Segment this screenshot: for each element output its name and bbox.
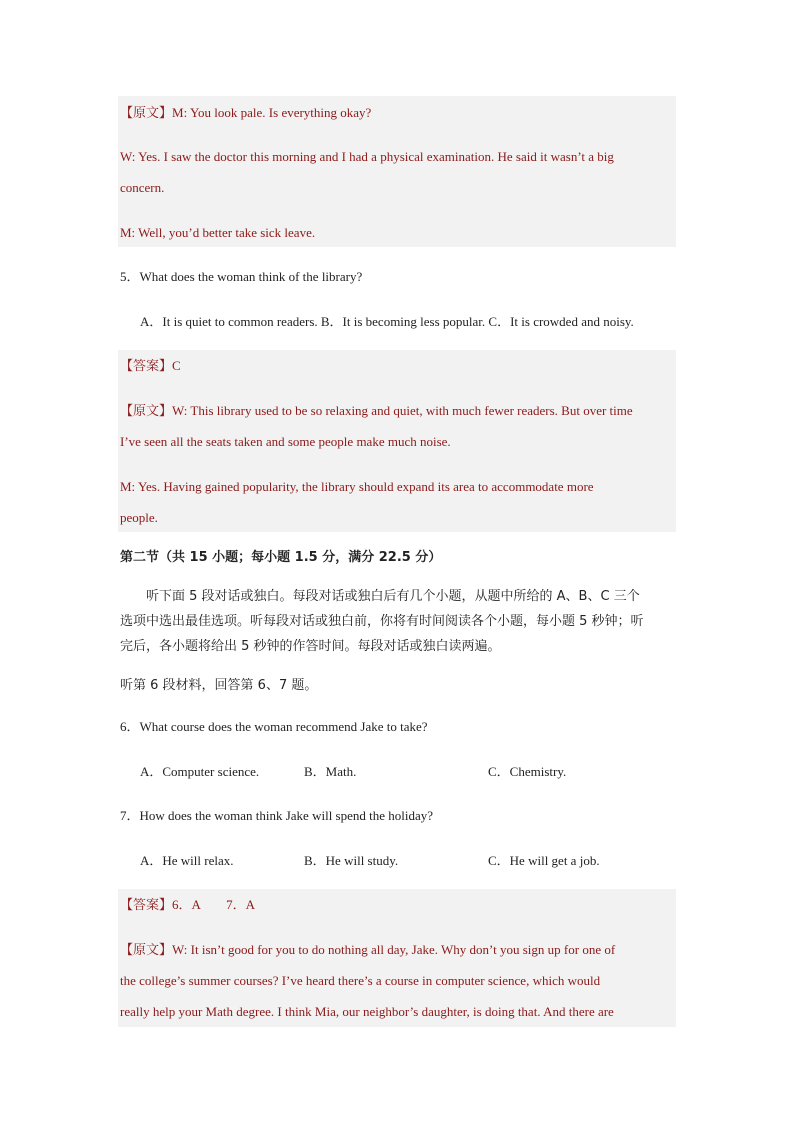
question-7-option-b: B．He will study.: [304, 853, 399, 868]
question-6: 6．What course does the woman recommend Jake to take?: [120, 719, 428, 734]
question-6-option-c: C．Chemistry.: [488, 764, 567, 779]
question-6-option-b: B．Math.: [304, 764, 357, 779]
instructions-line-2: 选项中选出最佳选项。听每段对话或独白前，你将有时间阅读各个小题，每小题 5 秒钟；听: [120, 614, 644, 629]
question-5: 5．What does the woman think of the library?: [120, 269, 363, 284]
section-2-heading: 第二节（共 15 小题；每小题 1.5 分，满分 22.5 分）: [120, 550, 442, 565]
transcript-1-line-2: W: Yes. I saw the doctor this morning and I had a physical examination. He said it wasn’t a big: [120, 149, 614, 164]
yuanwen-tag: 【原文】: [120, 106, 173, 121]
transcript-1-line-3: concern.: [120, 180, 165, 195]
question-6-option-a: A．Computer science.: [140, 764, 260, 779]
transcript-1-line-1: 【原文】M: You look pale. Is everything okay?: [120, 105, 372, 121]
yuanwen-tag: 【原文】: [120, 404, 173, 419]
answer-6-7: 【答案】6．A 7．A: [120, 897, 256, 913]
question-5-options: A．It is quiet to common readers. B．It is becoming less popular. C．It is crowded and noisy.: [140, 314, 634, 329]
question-7-option-a: A．He will relax.: [140, 853, 234, 868]
question-7-option-c: C．He will get a job.: [488, 853, 600, 868]
transcript-2-line-4: people.: [120, 510, 158, 525]
transcript-3-line-2: the college’s summer courses? I’ve heard there’s a course in computer science, which would: [120, 973, 601, 988]
transcript-1-line-4: M: Well, you’d better take sick leave.: [120, 225, 316, 240]
transcript-3-line-3: really help your Math degree. I think Mia, our neighbor’s daughter, is doing that. And there are: [120, 1004, 614, 1019]
answer-5: 【答案】C: [120, 358, 181, 374]
instructions-line-1: 听下面 5 段对话或独白。每段对话或独白后有几个小题，从题中所给的 A、B、C 三个: [146, 589, 640, 604]
transcript-3-line-1: 【原文】W: It isn’t good for you to do nothing all day, Jake. Why don’t you sign up for one of: [120, 942, 616, 958]
yuanwen-tag: 【原文】: [120, 943, 173, 958]
transcript-2-line-2: I’ve seen all the seats taken and some people make much noise.: [120, 434, 451, 449]
transcript-2-line-1: 【原文】W: This library used to be so relaxing and quiet, with much fewer readers. But over time: [120, 403, 633, 419]
material-6-note: 听第 6 段材料，回答第 6、7 题。: [120, 678, 318, 693]
answer-tag: 【答案】: [120, 898, 173, 913]
transcript-2-line-3: M: Yes. Having gained popularity, the library should expand its area to accommodate more: [120, 479, 594, 494]
instructions-line-3: 完后，各小题将给出 5 秒钟的作答时间。每段对话或独白读两遍。: [120, 639, 501, 654]
question-7: 7．How does the woman think Jake will spend the holiday?: [120, 808, 434, 823]
answer-tag: 【答案】: [120, 359, 173, 374]
